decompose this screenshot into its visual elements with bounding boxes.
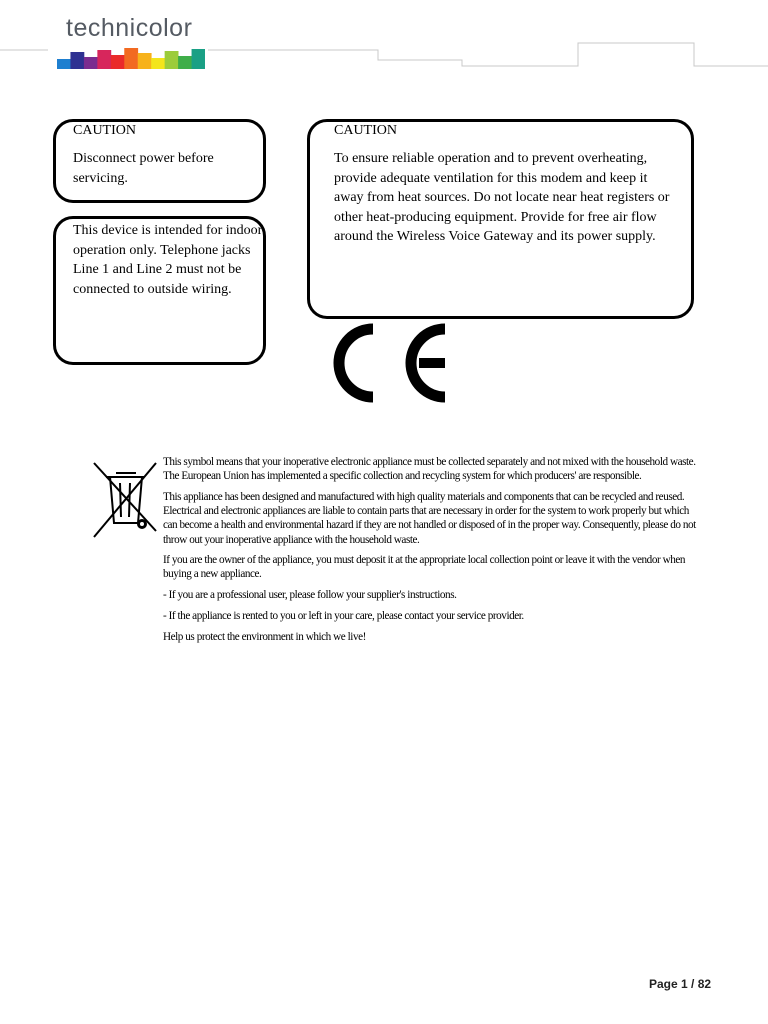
weee-paragraph: - If you are a professional user, please follow your supplier's instructions. <box>163 589 457 602</box>
brand-color-segment <box>151 58 165 69</box>
brand-color-segment <box>192 49 205 69</box>
ce-mark-icon <box>333 323 453 403</box>
brand-color-segment <box>165 51 179 69</box>
brand-logo-text: technicolor <box>66 14 193 42</box>
brand-color-segment <box>57 59 71 69</box>
brand-color-segment <box>70 52 84 69</box>
caution-heading: CAUTION <box>334 123 397 138</box>
weee-paragraph: Help us protect the environment in which we live! <box>163 630 366 643</box>
brand-color-segment <box>124 48 138 69</box>
notice-box-indoor <box>53 216 266 365</box>
brand-color-segment <box>111 55 125 69</box>
caution-box-ventilation <box>307 119 694 319</box>
brand-color-bar <box>57 47 205 69</box>
caution-text: Disconnect power before servicing. <box>73 151 214 186</box>
weee-paragraph: If you are the owner of the appliance, you must deposit it at the appropriate local collection point or leave it with the vendor when buying a new appliance. <box>163 554 686 581</box>
brand-color-segment <box>97 50 111 69</box>
brand-color-segment <box>84 57 98 69</box>
weee-paragraph: This symbol means that your inoperative electronic appliance must be collected separately and not mixed with the household waste. The European Union has implemented a specific collection and recycling system for which producers' are responsible. <box>163 456 696 483</box>
weee-disposal-text <box>163 455 703 650</box>
notice-text: This device is intended for indoor operation only. Telephone jacks Line 1 and Line 2 must not be connected to outside wiring. <box>73 223 263 297</box>
brand-color-segment <box>138 53 152 69</box>
crossed-out-bin-icon <box>92 461 158 539</box>
caution-text: To ensure reliable operation and to prevent overheating, provide adequate ventilation for this modem and keep it away from heat sources. Do not locate near heat registers or other heat-producing equipment. Provide for free air flow around the Wireless Voice Gateway and its power supply. <box>334 151 670 244</box>
caution-box-power <box>53 119 266 203</box>
brand-color-segment <box>178 56 192 69</box>
page-number: Page 1 / 82 <box>649 977 712 991</box>
weee-paragraph: This appliance has been designed and manufactured with high quality materials and components that can be recycled and reused. Electrical and electronic appliances are liable to contain parts that are necessary in order for the system to work properly but which can become a health and environmental hazard if they are not handled or disposed of in the proper way. Consequently, please do not throw out your inoperative appliance with the household waste. <box>163 490 696 546</box>
weee-paragraph: - If the appliance is rented to you or left in your care, please contact your service provider. <box>163 609 524 622</box>
caution-heading: CAUTION <box>73 123 136 138</box>
